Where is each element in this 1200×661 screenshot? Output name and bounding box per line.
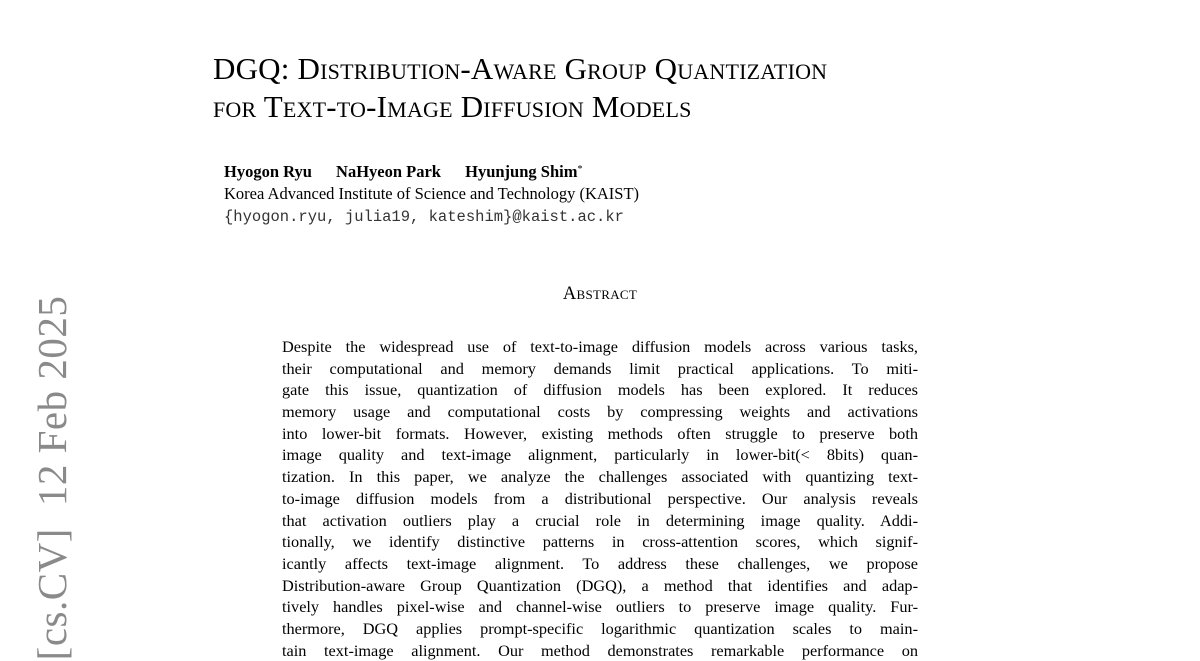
arxiv-date: 12 Feb 2025 — [29, 295, 75, 507]
author-name-text: NaHyeon Park — [336, 162, 441, 181]
arxiv-identifier-stamp — [28, 296, 76, 661]
abstract-line: thermore, DGQ applies prompt-specific logarithmic quantization scales to main- — [282, 618, 918, 638]
title-line: for Text-to-Image Diffusion Models — [213, 89, 692, 124]
abstract-line: into lower-bit formats. However, existing methods often struggle to preserve both — [282, 423, 918, 443]
arxiv-category: [cs.CV] — [29, 528, 75, 661]
author-name-text: Hyunjung Shim — [465, 162, 578, 181]
abstract-line: tionally, we identify distinctive patterns in cross-attention scores, which signif- — [282, 532, 918, 552]
corresponding-author-mark: * — [577, 164, 583, 175]
abstract-line: Despite the widespread use of text-to-image diffusion models across various tasks, — [282, 337, 918, 356]
author-name-text: Hyogon Ryu — [224, 162, 312, 181]
author-name — [465, 162, 582, 181]
author-list — [224, 161, 602, 183]
author-emails: {hyogon.ryu, julia19, kateshim}@kaist.ac.kr — [224, 208, 624, 226]
abstract-line: Distribution-aware Group Quantization (DGQ), a method that identifies and adap- — [282, 575, 918, 595]
title-line: DGQ: Distribution-Aware Group Quantization — [213, 51, 828, 86]
abstract-heading: Abstract — [562, 284, 638, 304]
abstract-line: gate this issue, quantization of diffusion models has been explored. It reduces — [282, 380, 918, 400]
abstract-line: to-image diffusion models from a distributional perspective. Our analysis reveals — [282, 488, 918, 508]
abstract-line: tain text-image alignment. Our method demonstrates remarkable performance on — [282, 640, 918, 660]
author-name — [336, 162, 441, 181]
abstract-line: image quality and text-image alignment, particularly in lower-bit(< 8bits) quan- — [282, 445, 918, 465]
abstract-line: their computational and memory demands limit practical applications. To miti- — [282, 358, 918, 378]
abstract-line: icantly affects text-image alignment. To address these challenges, we propose — [282, 553, 918, 573]
paper-title — [213, 50, 1033, 126]
abstract-line: that activation outliers play a crucial role in determining image quality. Addi- — [282, 510, 918, 530]
affiliation: Korea Advanced Institute of Science and Technology (KAIST) — [224, 184, 640, 203]
abstract-body — [282, 336, 918, 661]
abstract-line: memory usage and computational costs by compressing weights and activations — [282, 402, 918, 422]
author-name — [224, 162, 312, 181]
abstract-line: tization. In this paper, we analyze the challenges associated with quantizing text- — [282, 467, 918, 487]
abstract-line: tively handles pixel-wise and channel-wise outliers to preserve image quality. Fur- — [282, 597, 918, 617]
